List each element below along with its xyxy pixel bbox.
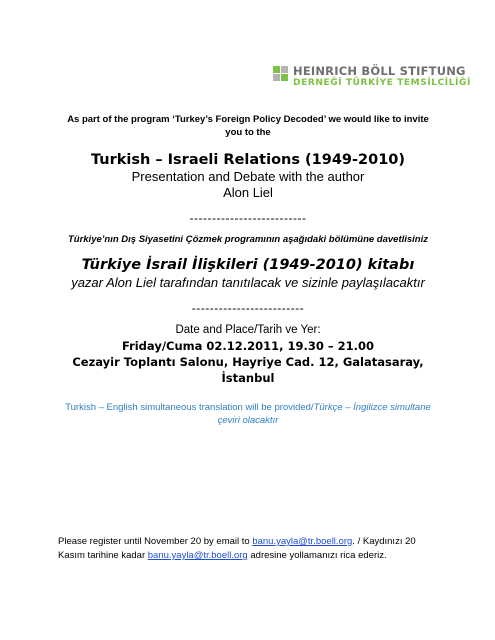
- venue: Cezayir Toplantı Salonu, Hayriye Cad. 12, Galatasaray, İstanbul: [72, 355, 424, 385]
- divider-2: -------------------------: [191, 301, 305, 315]
- intro-en: As part of the program ‘Turkey’s Foreign Policy Decoded’ we would like to invite you to the: [67, 114, 429, 138]
- registration-note: [58, 535, 438, 563]
- invitation-body: [58, 113, 438, 427]
- title-tr: Türkiye İsrail İlişkileri (1949-2010) kitabı: [81, 257, 415, 273]
- title-en: Turkish – Israeli Relations (1949-2010): [90, 152, 406, 168]
- divider-1: --------------------------: [189, 211, 307, 225]
- date-value: Friday/Cuma 02.12.2011, 19.30 – 21.00: [121, 339, 375, 353]
- email-link-1[interactable]: banu.yayla@tr.boell.org: [252, 536, 353, 547]
- email-link-2[interactable]: banu.yayla@tr.boell.org: [147, 550, 248, 561]
- logo-mark-icon: [273, 66, 288, 84]
- heinrich-boll-logo: [273, 64, 471, 92]
- translation-note: [58, 401, 438, 427]
- logo-line1: HEINRICH BÖLL STIFTUNG: [293, 64, 466, 78]
- subtitle-en-line2: Alon Liel: [223, 185, 273, 200]
- date-label: Date and Place/Tarih ve Yer:: [175, 324, 321, 336]
- translation-en: Turkish – English simultaneous translation will be provided/: [65, 402, 314, 413]
- register-text2: . / Kaydınızı 20 Kasım tarihine kadar: [58, 536, 416, 561]
- translation-tr: Türkçe – İngilizce simultane çeviri olacaktır: [217, 402, 431, 426]
- intro-tr: Türkiye’nın Dış Siyasetini Çözmek programının aşağıdaki bölümüne davetlisiniz: [67, 234, 429, 245]
- logo-line2: DERNEĞİ TÜRKİYE TEMSİLCİLİĞİ: [293, 78, 471, 88]
- subtitle-en-line1: Presentation and Debate with the author: [131, 169, 365, 184]
- subtitle-tr: yazar Alon Liel tarafından tanıtılacak ve sizinle paylaşılacaktır: [71, 275, 425, 290]
- register-text1: Please register until November 20 by email to: [58, 536, 253, 547]
- register-text3: adresine yollamanızı rica ederiz.: [247, 550, 387, 561]
